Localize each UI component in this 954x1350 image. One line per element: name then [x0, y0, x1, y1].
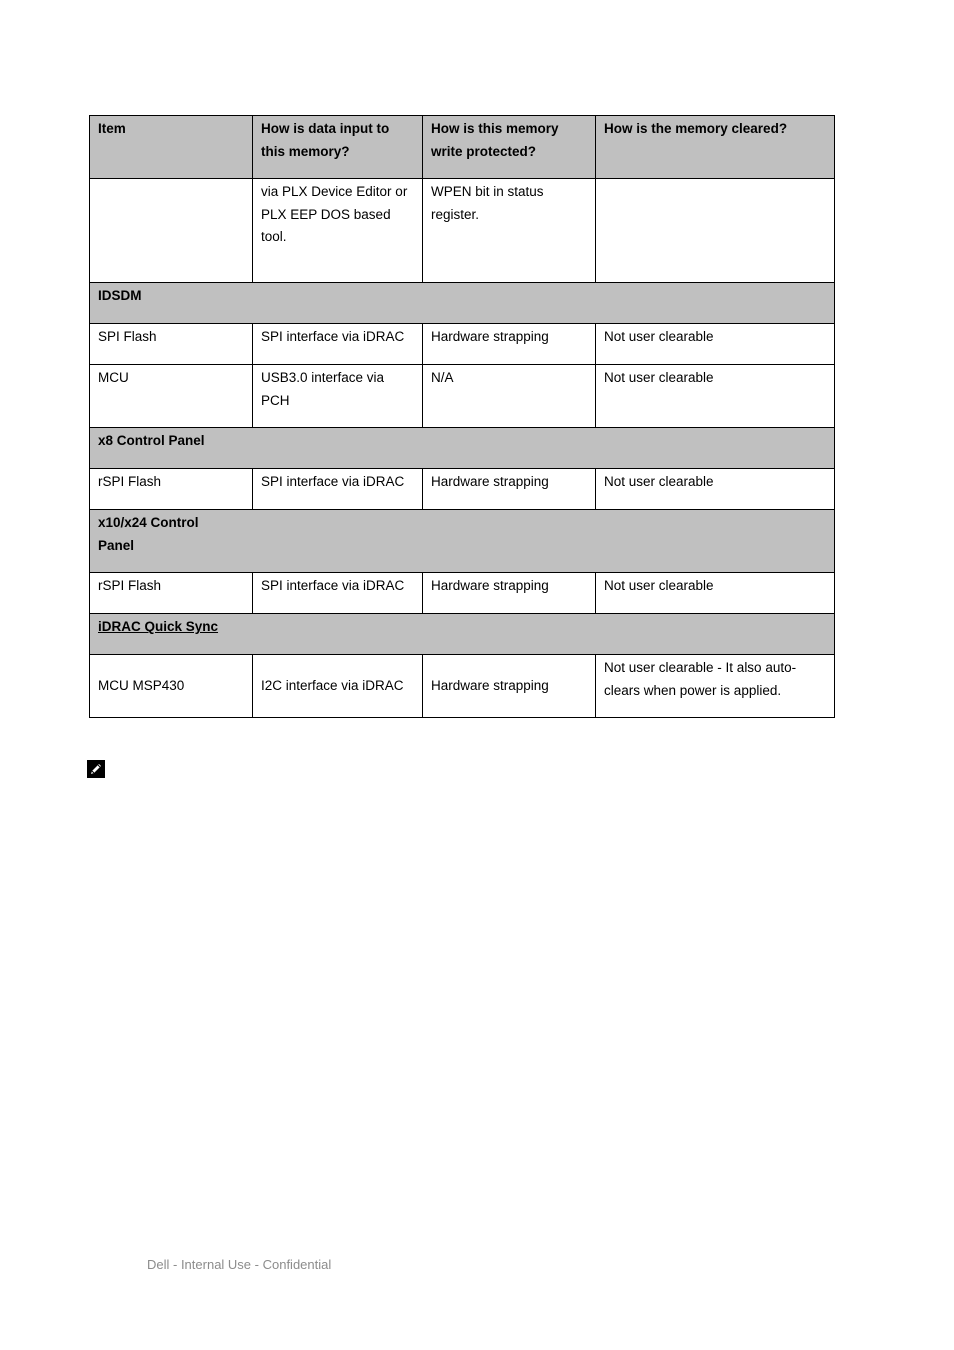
- cell-item: [90, 179, 253, 283]
- cell-input: SPI interface via iDRAC: [253, 469, 423, 510]
- section-title: IDSDM: [90, 283, 835, 324]
- cell-clear: Not user clearable: [596, 573, 835, 614]
- footer-confidential: Dell - Internal Use - Confidential: [147, 1257, 332, 1272]
- cell-clear: Not user clearable: [596, 324, 835, 365]
- table-header-row: [90, 116, 835, 179]
- cell-item: rSPI Flash: [90, 469, 253, 510]
- pencil-note-icon: [87, 760, 105, 778]
- cell-clear: Not user clearable: [596, 365, 835, 428]
- table-row: [90, 573, 835, 614]
- table-row: [90, 655, 835, 718]
- section-row-idsdm: [90, 283, 835, 324]
- cell-clear: Not user clearable: [596, 469, 835, 510]
- cell-item: MCU: [90, 365, 253, 428]
- section-title-text: x10/x24 Control Panel: [98, 515, 199, 553]
- header-clear: How is the memory cleared?: [596, 116, 835, 179]
- cell-clear: Not user clearable - It also auto-clears when power is applied.: [596, 655, 835, 718]
- section-row-x8-control-panel: [90, 428, 835, 469]
- section-title: [90, 510, 835, 573]
- section-title: [90, 614, 835, 655]
- cell-input: USB3.0 interface via PCH: [253, 365, 423, 428]
- cell-input: SPI interface via iDRAC: [253, 324, 423, 365]
- cell-protect: N/A: [423, 365, 596, 428]
- cell-protect: Hardware strapping: [423, 573, 596, 614]
- header-input: How is data input to this memory?: [253, 116, 423, 179]
- table-row: [90, 469, 835, 510]
- header-item: Item: [90, 116, 253, 179]
- cell-item: MCU MSP430: [90, 655, 253, 718]
- cell-item: rSPI Flash: [90, 573, 253, 614]
- cell-clear: [596, 179, 835, 283]
- cell-input: SPI interface via iDRAC: [253, 573, 423, 614]
- table-row: [90, 365, 835, 428]
- cell-protect: WPEN bit in status register.: [423, 179, 596, 283]
- table-row: [90, 179, 835, 283]
- section-title: x8 Control Panel: [90, 428, 835, 469]
- cell-input: via PLX Device Editor or PLX EEP DOS based tool.: [253, 179, 423, 283]
- section-title-link: iDRAC Quick Sync: [98, 619, 219, 634]
- section-row-x10-x24-control-panel: [90, 510, 835, 573]
- cell-protect: Hardware strapping: [423, 655, 596, 718]
- cell-input: I2C interface via iDRAC: [253, 655, 423, 718]
- section-row-idrac-quick-sync: [90, 614, 835, 655]
- header-protect: How is this memory write protected?: [423, 116, 596, 179]
- table-row: [90, 324, 835, 365]
- memory-table: [89, 115, 835, 718]
- cell-item: SPI Flash: [90, 324, 253, 365]
- cell-protect: Hardware strapping: [423, 469, 596, 510]
- cell-protect: Hardware strapping: [423, 324, 596, 365]
